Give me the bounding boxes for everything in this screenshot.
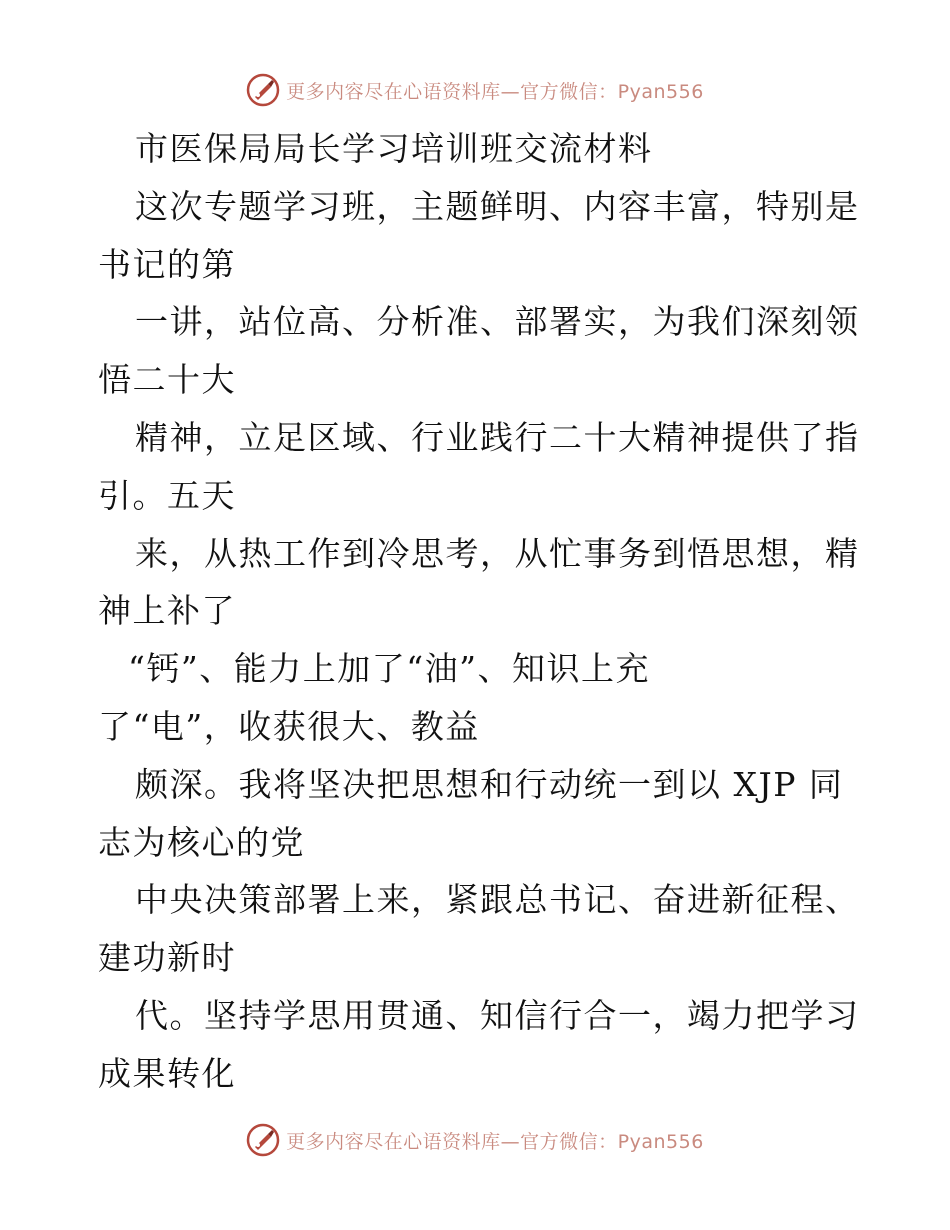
paragraph-line: 精神，立足区域、行业践行二十大精神提供了指 (135, 417, 860, 457)
header-watermark-text: 更多内容尽在心语资料库—官方微信：Pyan556 (286, 80, 704, 103)
paragraph-line: 成果转化 (98, 1053, 236, 1093)
document-body (98, 120, 858, 1103)
paragraph-line: 了“电”，收获很大、教益 (98, 706, 480, 746)
paragraph-line: 来，从热工作到冷思考，从忙事务到悟思想，精 (135, 533, 860, 573)
header-watermark-banner (0, 70, 950, 110)
footer-watermark-text: 更多内容尽在心语资料库—官方微信：Pyan556 (286, 1130, 704, 1153)
paragraph-line: 悟二十大 (98, 360, 236, 400)
paragraph-line: 书记的第 (98, 244, 236, 284)
paragraph-line: 这次专题学习班，主题鲜明、内容丰富，特别是 (135, 186, 860, 226)
paragraph-line: 一讲，站位高、分析准、部署实，为我们深刻领 (135, 302, 860, 342)
paragraph-line: 建功新时 (98, 938, 236, 978)
paragraph-line: 颇深。我将坚决把思想和行动统一到以 XJP 同 (135, 764, 844, 804)
paragraph-line: 志为核心的党 (98, 822, 305, 862)
paragraph-line: 中央决策部署上来，紧跟总书记、奋进新征程、 (135, 880, 860, 920)
footer-watermark-banner (0, 1120, 950, 1160)
paragraph-line: 神上补了 (98, 591, 236, 631)
document-title: 市医保局局长学习培训班交流材料 (135, 129, 653, 168)
paragraph-line: 代。坚持学思用贯通、知信行合一，竭力把学习 (135, 995, 860, 1035)
paragraph-line: 引。五天 (98, 475, 236, 515)
paragraph-line: “钙”、能力上加了“油”、知识上充 (128, 649, 650, 689)
pen-nib-logo-icon (246, 73, 280, 107)
pen-nib-logo-icon (246, 1123, 280, 1157)
